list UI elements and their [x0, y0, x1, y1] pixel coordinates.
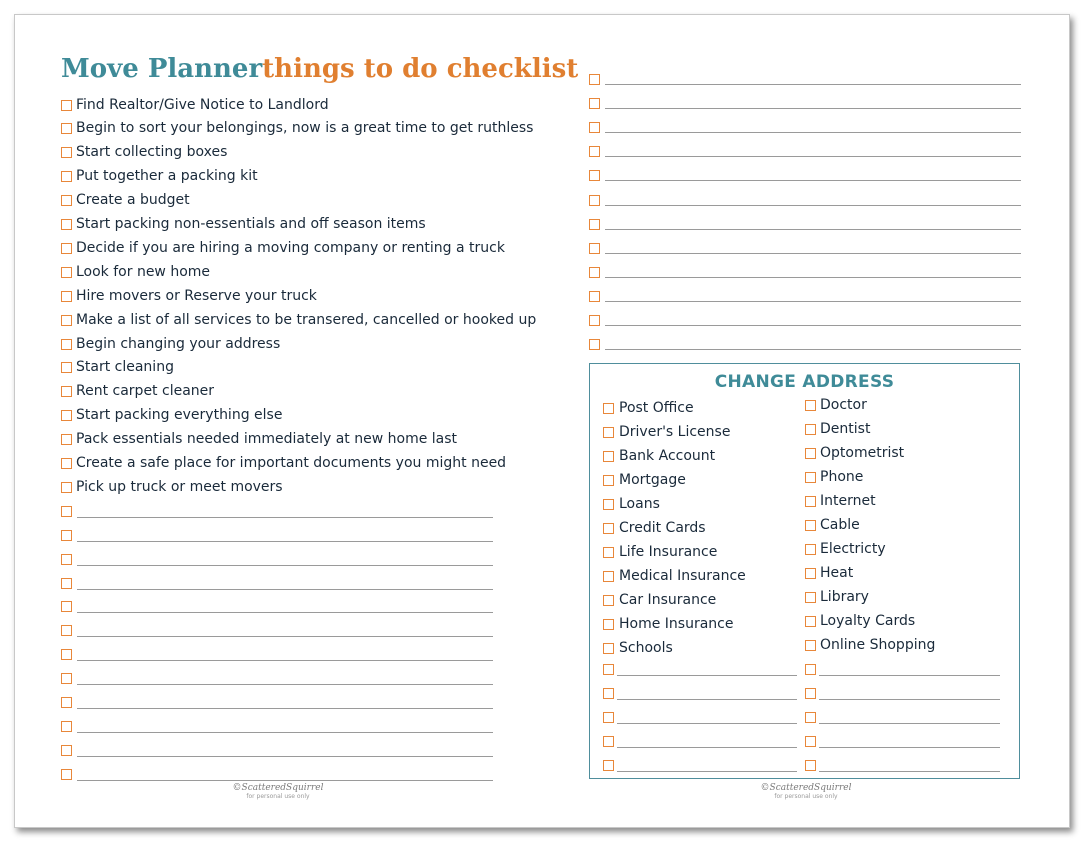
- checklist-item-label: Start packing everything else: [76, 407, 283, 424]
- checklist-item-label: Create a safe place for important documents you might need: [76, 455, 507, 471]
- checkbox[interactable]: [61, 362, 72, 373]
- checkbox[interactable]: [61, 123, 72, 134]
- checkbox[interactable]: [61, 195, 72, 206]
- checklist-item-label: Make a list of all services to be transered, cancelled or hooked up: [76, 311, 537, 328]
- write-in-line[interactable]: [819, 699, 1000, 700]
- write-in-line[interactable]: [605, 229, 1021, 230]
- checklist-item-label: Start collecting boxes: [76, 144, 228, 161]
- footer-brand: ©ScatteredSquirrel: [760, 783, 852, 793]
- title-move-planner: Move Planner: [61, 54, 263, 84]
- checkbox[interactable]: [805, 760, 816, 771]
- checklist-item-label: Start packing non-essentials and off season items: [76, 216, 426, 232]
- checkbox[interactable]: [603, 712, 614, 723]
- change-address-title: CHANGE ADDRESS: [714, 372, 895, 392]
- write-in-line[interactable]: [605, 277, 1021, 278]
- checkbox[interactable]: [61, 578, 72, 589]
- checkbox[interactable]: [61, 243, 72, 254]
- write-in-line[interactable]: [77, 708, 493, 709]
- checkbox[interactable]: [589, 146, 600, 157]
- checkbox[interactable]: [805, 400, 816, 411]
- write-in-line[interactable]: [605, 108, 1021, 109]
- checklist-item-label: Pack essentials needed immediately at new home last: [76, 431, 458, 448]
- address-item-label: Online Shopping: [820, 637, 936, 653]
- checkbox[interactable]: [589, 339, 600, 350]
- address-item-label: Internet: [820, 493, 876, 509]
- checkbox[interactable]: [805, 520, 816, 531]
- checkbox[interactable]: [805, 544, 816, 555]
- address-item-label: Cable: [820, 517, 860, 533]
- write-in-line[interactable]: [77, 684, 493, 685]
- checkbox[interactable]: [589, 243, 600, 254]
- write-in-line[interactable]: [605, 325, 1021, 326]
- checklist-item-label: Decide if you are hiring a moving company or renting a truck: [76, 239, 505, 256]
- write-in-line[interactable]: [77, 541, 493, 542]
- checkbox[interactable]: [603, 643, 614, 654]
- checkbox[interactable]: [589, 74, 600, 85]
- write-in-line[interactable]: [617, 675, 797, 676]
- write-in-line[interactable]: [617, 699, 797, 700]
- checkbox[interactable]: [603, 688, 614, 699]
- checklist-item-label: Find Realtor/Give Notice to Landlord: [76, 96, 329, 113]
- footer-tagline: for personal use only: [246, 793, 310, 800]
- footer-logo-right: [756, 783, 856, 803]
- checklist-item-label: Begin to sort your belongings, now is a great time to get ruthless: [76, 120, 534, 137]
- address-item-label: Driver's License: [619, 423, 731, 440]
- checkbox[interactable]: [805, 736, 816, 747]
- write-in-line[interactable]: [605, 156, 1021, 157]
- footer-brand: ©ScatteredSquirrel: [232, 783, 324, 793]
- address-item-label: Phone: [820, 469, 864, 485]
- checkbox[interactable]: [603, 619, 614, 630]
- checkbox[interactable]: [61, 147, 72, 158]
- checklist-item-label: Put together a packing kit: [76, 168, 258, 185]
- checkbox[interactable]: [805, 688, 816, 699]
- write-in-line[interactable]: [77, 565, 493, 566]
- checkbox[interactable]: [61, 506, 72, 517]
- address-item-label: Medical Insurance: [619, 567, 746, 584]
- checkbox[interactable]: [61, 554, 72, 565]
- write-in-line[interactable]: [605, 253, 1021, 254]
- checkbox[interactable]: [805, 664, 816, 675]
- checkbox[interactable]: [805, 568, 816, 579]
- address-item-label: Bank Account: [619, 447, 716, 464]
- checklist-item-label: Pick up truck or meet movers: [76, 478, 283, 495]
- address-item-label: Heat: [820, 565, 854, 581]
- checkbox[interactable]: [603, 736, 614, 747]
- page-title: [61, 54, 578, 84]
- checklist-item-label: Hire movers or Reserve your truck: [76, 287, 317, 304]
- write-in-line[interactable]: [77, 517, 493, 518]
- address-item-label: Dentist: [820, 421, 871, 437]
- address-item-label: Electricty: [820, 541, 886, 557]
- checkbox[interactable]: [61, 434, 72, 445]
- checkbox[interactable]: [603, 571, 614, 582]
- checkbox[interactable]: [589, 98, 600, 109]
- checkbox[interactable]: [61, 315, 72, 326]
- write-in-line[interactable]: [819, 723, 1000, 724]
- checkbox[interactable]: [805, 712, 816, 723]
- checkbox[interactable]: [805, 448, 816, 459]
- write-in-line[interactable]: [605, 84, 1021, 85]
- write-in-line[interactable]: [819, 747, 1000, 748]
- write-in-line[interactable]: [77, 636, 493, 637]
- write-in-line[interactable]: [77, 756, 493, 757]
- write-in-line[interactable]: [819, 771, 1000, 772]
- write-in-line[interactable]: [77, 589, 493, 590]
- address-item-label: Life Insurance: [619, 543, 718, 560]
- checkbox[interactable]: [61, 745, 72, 756]
- address-item-label: Credit Cards: [619, 519, 706, 536]
- write-in-line[interactable]: [77, 612, 493, 613]
- checkbox[interactable]: [61, 649, 72, 660]
- checkbox[interactable]: [61, 530, 72, 541]
- checkbox[interactable]: [805, 592, 816, 603]
- write-in-line[interactable]: [605, 205, 1021, 206]
- checkbox[interactable]: [61, 458, 72, 469]
- checklist-item-label: Start cleaning: [76, 359, 174, 376]
- checkbox[interactable]: [61, 769, 72, 780]
- checkbox[interactable]: [61, 100, 72, 111]
- checkbox[interactable]: [805, 472, 816, 483]
- checkbox[interactable]: [589, 195, 600, 206]
- address-item-label: Loans: [619, 495, 660, 512]
- address-item-label: Loyalty Cards: [820, 613, 916, 629]
- checkbox[interactable]: [589, 122, 600, 133]
- checkbox[interactable]: [61, 171, 72, 182]
- address-item-label: Home Insurance: [619, 615, 734, 632]
- checkbox[interactable]: [61, 673, 72, 684]
- checklist-item-label: Create a budget: [76, 192, 190, 209]
- checkbox[interactable]: [603, 403, 614, 414]
- address-item-label: Doctor: [820, 397, 867, 413]
- address-item-label: Car Insurance: [619, 591, 717, 608]
- title-checklist: things to do checklist: [262, 54, 579, 84]
- checkbox[interactable]: [61, 339, 72, 350]
- checkbox[interactable]: [603, 427, 614, 438]
- address-item-label: Post Office: [619, 399, 694, 416]
- write-in-line[interactable]: [819, 675, 1000, 676]
- checkbox[interactable]: [805, 616, 816, 627]
- checkbox[interactable]: [603, 523, 614, 534]
- write-in-line[interactable]: [605, 180, 1021, 181]
- checkbox[interactable]: [61, 410, 72, 421]
- write-in-line[interactable]: [77, 780, 493, 781]
- checkbox[interactable]: [603, 760, 614, 771]
- write-in-line[interactable]: [617, 723, 797, 724]
- checkbox[interactable]: [61, 601, 72, 612]
- checkbox[interactable]: [589, 170, 600, 181]
- footer-tagline: for personal use only: [774, 793, 838, 800]
- checkbox[interactable]: [805, 424, 816, 435]
- checkbox[interactable]: [805, 496, 816, 507]
- checkbox[interactable]: [61, 291, 72, 302]
- checkbox[interactable]: [61, 482, 72, 493]
- address-item-label: Schools: [619, 639, 673, 656]
- checkbox[interactable]: [61, 267, 72, 278]
- write-in-line[interactable]: [77, 732, 493, 733]
- checkbox[interactable]: [61, 697, 72, 708]
- checkbox[interactable]: [603, 547, 614, 558]
- checkbox[interactable]: [805, 640, 816, 651]
- checkbox[interactable]: [603, 499, 614, 510]
- write-in-line[interactable]: [617, 747, 797, 748]
- checkbox[interactable]: [61, 219, 72, 230]
- address-item-label: Library: [820, 589, 869, 605]
- checkbox[interactable]: [589, 219, 600, 230]
- write-in-line[interactable]: [77, 660, 493, 661]
- checkbox[interactable]: [603, 595, 614, 606]
- checkbox[interactable]: [603, 664, 614, 675]
- write-in-line[interactable]: [605, 349, 1021, 350]
- checkbox[interactable]: [589, 291, 600, 302]
- write-in-line[interactable]: [617, 771, 797, 772]
- checkbox[interactable]: [589, 315, 600, 326]
- footer-logo-left: [228, 783, 328, 803]
- address-item-label: Optometrist: [820, 445, 905, 461]
- checkbox[interactable]: [61, 625, 72, 636]
- write-in-line[interactable]: [605, 301, 1021, 302]
- checkbox[interactable]: [603, 451, 614, 462]
- checkbox[interactable]: [603, 475, 614, 486]
- address-item-label: Mortgage: [619, 471, 686, 488]
- checkbox[interactable]: [61, 386, 72, 397]
- checkbox[interactable]: [589, 267, 600, 278]
- checklist-item-label: Look for new home: [76, 263, 211, 280]
- checkbox[interactable]: [61, 721, 72, 732]
- checklist-item-label: Rent carpet cleaner: [76, 383, 215, 400]
- write-in-line[interactable]: [605, 132, 1021, 133]
- checklist-item-label: Begin changing your address: [76, 335, 281, 352]
